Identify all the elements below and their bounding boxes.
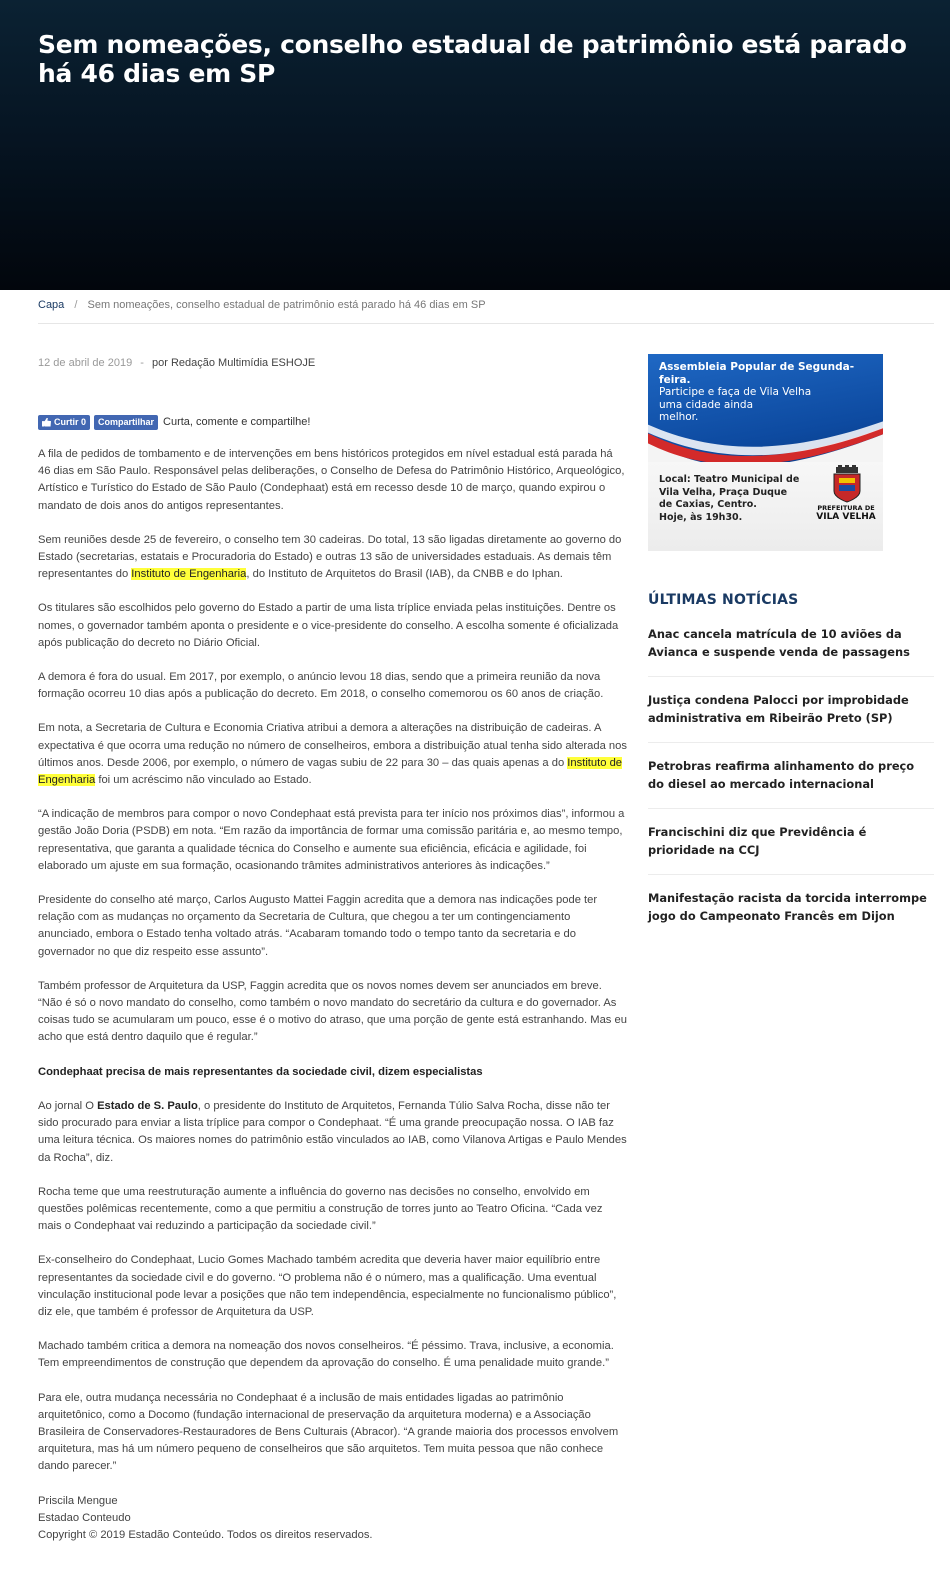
article-meta: [38, 357, 315, 369]
latest-news-heading: ÚLTIMAS NOTÍCIAS: [648, 592, 799, 608]
newspaper-name: Estado de S. Paulo: [97, 1099, 198, 1112]
article-paragraph: A demora é fora do usual. Em 2017, por exemplo, o anúncio levou 18 dias, sendo que a primeira reunião da nova formação ocorreu 10 dias após a publicação do decreto. Em 2018, o conselho comemorou os 60 anos de criação.: [38, 671, 604, 701]
hero-banner: [0, 0, 950, 290]
article-paragraph: Machado também critica a demora na nomeação dos novos conselheiros. “É péssimo. Trava, inclusive, a economia. Tem empreendimentos de construção que dependem da aprovação do conselho. É uma penalidade muito grande.”: [38, 1340, 614, 1370]
article-paragraph: “A indicação de membros para compor o novo Condephaat está prevista para ter início nos próximos dias”, informou a gestão João Doria (PSDB) em nota. “Em razão da importância de formar uma comissão paritária e, ao mesmo tempo, representativa, que garanta a qualidade técnica do Conselho e aumente sua eficiência, eficácia e agilidade, foi elaborado um ajuste em sua formação, ocasionando trâmites administrativos anteriores às indicações.”: [38, 808, 625, 872]
article-paragraph: Sem reuniões desde 25 de fevereiro, o conselho tem 30 cadeiras. Do total, 13 são ligadas diretamente ao governo do Estado (secretarias, estatais e Procuradoria do Estado) e outras 13 são de universidades estaduais. As demais têm representantes do Instituto de Engenharia, do Instituto de Arquitetos do Brasil (IAB), da CNBB e do Iphan.: [38, 533, 622, 581]
publish-date: 12 de abril de 2019: [38, 357, 133, 369]
latest-news-item[interactable]: Anac cancela matrícula de 10 aviões da Avianca e suspende venda de passagens: [648, 626, 934, 677]
highlight-link-instituto[interactable]: Instituto de Engenharia: [131, 568, 247, 581]
signoff-copyright: Copyright © 2019 Estadão Conteúdo. Todos os direitos reservados.: [38, 1528, 373, 1541]
share-cta-text: Curta, comente e compartilhe!: [163, 416, 311, 428]
ad-location-text: Local: Teatro Municipal de Vila Velha, Praça Duque de Caxias, Centro. Hoje, às 19h30.: [659, 474, 800, 523]
share-bar: [38, 414, 310, 430]
article-body: [38, 446, 628, 1544]
latest-news: [648, 592, 934, 955]
author-byline: por Redação Multimídia ESHOJE: [151, 357, 316, 369]
meta-dash: -: [140, 357, 144, 369]
article-subheading: Condephaat precisa de mais representantes da sociedade civil, dizem especialistas: [38, 1065, 483, 1078]
article-title: Sem nomeações, conselho estadual de patrimônio está parado há 46 dias em SP: [38, 30, 907, 88]
article-paragraph: A fila de pedidos de tombamento e de intervenções em bens históricos protegidos em nível estadual está parada há 46 dias em São Paulo. Responsável pelas deliberações, o Conselho de Defesa do Patrimônio Histórico, Arqueológico, Artístico e Turístico do Estado de São Paulo (Condephaat) está em recesso desde 10 de março, quando expirou o mandato de dois anos do antigos representantes.: [38, 448, 625, 512]
signoff-author: Priscila Mengue: [38, 1494, 118, 1507]
signoff-agency: Estadao Conteudo: [38, 1511, 131, 1524]
breadcrumb-current: Sem nomeações, conselho estadual de patrimônio está parado há 46 dias em SP: [87, 299, 486, 311]
breadcrumb: [38, 299, 934, 324]
article-signoff: [38, 1493, 628, 1545]
latest-news-item[interactable]: Justiça condena Palocci por improbidade administrativa em Ribeirão Preto (SP): [648, 692, 934, 743]
article-paragraph: Ex-conselheiro do Condephaat, Lucio Gomes Machado também acredita que deveria haver maior equilíbrio entre representantes da sociedade civil e do governo. “O problema não é o número, mas a qualificação. Uma eventual vinculação institucional pode levar a posições que não tem independência, especialmente no funcionalismo público”, diz ele, que também é professor de Arquitetura da USP.: [38, 1254, 617, 1318]
latest-news-item[interactable]: Manifestação racista da torcida interrompe jogo do Campeonato Francês em Dijon: [648, 891, 927, 923]
article-paragraph: Os titulares são escolhidos pelo governo do Estado a partir de uma lista tríplice enviada pelas instituições. Dentre os nomes, o governador também aponta o presidente e o vice-presidente do conselho. A escolha somente é oficializada após publicação do decreto no Diário Oficial.: [38, 602, 619, 649]
ad-prefeitura-logo: PREFEITURA DE VILA VELHA: [816, 504, 876, 522]
latest-news-item[interactable]: Petrobras reafirma alinhamento do preço do diesel ao mercado internacional: [648, 758, 934, 809]
like-label: Curtir 0: [54, 417, 87, 427]
breadcrumb-home-link[interactable]: Capa: [38, 299, 65, 311]
highlight-link-instituto[interactable]: Instituto de Engenharia: [38, 756, 623, 787]
article-paragraph: Rocha teme que uma reestruturação aumente a influência do governo nas decisões no conselho, envolvido em questões polêmicas recentemente, como a que permitiu a construção de torres junto ao Teatro Oficina. “Cada vez mais o Condephaat vai reduzindo a participação da sociedade civil.”: [38, 1185, 603, 1233]
thumbs-up-icon: [42, 418, 51, 427]
breadcrumb-separator: /: [74, 299, 78, 311]
article-paragraph: Também professor de Arquitetura da USP, Faggin acredita que os novos nomes devem ser anunciados em breve. “Não é só o novo mandato do conselho, como também o novo mandato do secretário da cultura e do governador. As coisas tudo se acumularam um pouco, esse é o motivo do atraso, que uma porção de gente está estranhando. Mas eu acho que está dentro daquilo que é regular.”: [38, 979, 627, 1044]
facebook-share-button[interactable]: Compartilhar: [94, 415, 158, 430]
article-paragraph: Para ele, outra mudança necessária no Condephaat é a inclusão de mais entidades ligadas ao patrimônio arquitetônico, como a Docomo (fundação internacional de preservação da arquitetura moderna) e a Associação Brasileira de Conservadores-Restauradores de Bens Culturais (Abracor). “A grande maioria dos processos envolvem arquitetura, mas há um número pequeno de conselheiros que são arquitetos. Tem muita pessoa que não conhece dando parecer.”: [38, 1391, 619, 1473]
ad-headline: Assembleia Popular de Segunda-feira. Participe e faça de Vila Velha uma cidade ainda melhor.: [659, 361, 855, 423]
article-paragraph: Ao jornal O Estado de S. Paulo, o presidente do Instituto de Arquitetos, Fernanda Túlio Salva Rocha, disse não ter sido procurado para enviar a lista tríplice para compor o Condephaat. “É uma grande preocupação nossa. O IAB faz uma leitura técnica. Os maiores nomes do patrimônio estão vinculados ao IAB, como Vilanova Artigas e Paulo Mendes da Rocha”, diz.: [38, 1099, 627, 1164]
latest-news-item[interactable]: Francischini diz que Previdência é prioridade na CCJ: [648, 824, 934, 875]
article-paragraph: Em nota, a Secretaria de Cultura e Economia Criativa atribui a demora a alterações na distribuição de cadeiras. A expectativa é que ocorra uma redução no número de conselheiros, embora a distribuição atual tenha sido alterada nos últimos anos. Desde 2006, por exemplo, o número de vagas subiu de 22 para 30 – das quais apenas a do Instituto de Engenharia foi um acréscimo não vinculado ao Estado.: [38, 722, 627, 787]
facebook-like-button[interactable]: [38, 415, 90, 430]
article-paragraph: Presidente do conselho até março, Carlos Augusto Mattei Faggin acredita que a demora nas indicações pode ter relação com as mudanças no orçamento da Secretaria de Cultura, que chegou a ter um contingenciamento anunciado, embora o Estado tenha voltado atrás. “Acabaram tomando todo o tempo tanto da secretaria e do governador no que diz respeito esse assunto”.: [38, 894, 598, 958]
advertisement-banner[interactable]: [648, 354, 883, 551]
